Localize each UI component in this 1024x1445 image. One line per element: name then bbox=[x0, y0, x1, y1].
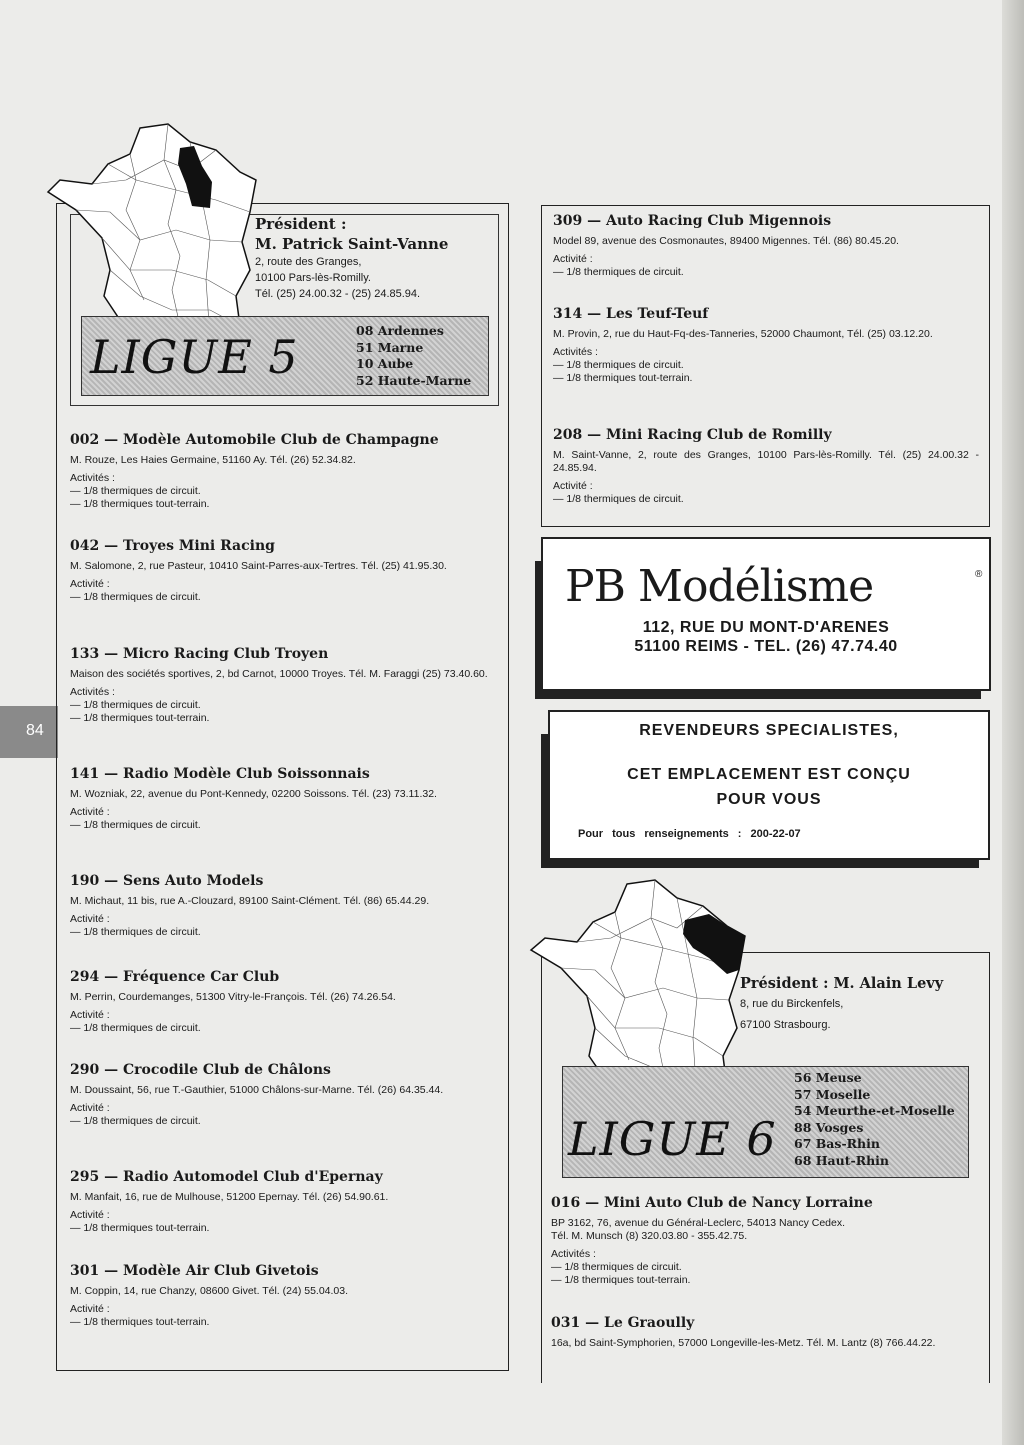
department-item: 10 Aube bbox=[356, 356, 414, 371]
ligue6-title: LIGUE 6 bbox=[568, 1112, 777, 1166]
club-heading: 141 — Radio Modèle Club Soissonnais bbox=[70, 766, 370, 782]
club-heading: 290 — Crocodile Club de Châlons bbox=[70, 1062, 331, 1078]
club-activity-label: Activités : bbox=[551, 1248, 596, 1260]
club-address: M. Michaut, 11 bis, rue A.-Clouzard, 89100 Saint-Clément. Tél. (86) 65.44.29. bbox=[70, 895, 430, 907]
club-activity: — 1/8 thermiques tout-terrain. bbox=[70, 498, 210, 510]
ligue5-address2: 10100 Pars-lès-Romilly. bbox=[255, 272, 371, 284]
department-item: 54 Meurthe-et-Moselle bbox=[794, 1103, 955, 1118]
club-heading: 190 — Sens Auto Models bbox=[70, 873, 264, 889]
revendeurs-line1: REVENDEURS SPECIALISTES, bbox=[639, 722, 899, 739]
ligue6-president-block bbox=[740, 974, 980, 1036]
ligue6-address2: 67100 Strasbourg. bbox=[740, 1019, 831, 1031]
club-entry bbox=[70, 538, 495, 604]
department-item: 88 Vosges bbox=[794, 1119, 864, 1135]
club-activity: — 1/8 thermiques de circuit. bbox=[553, 359, 684, 371]
pb-address: 112, RUE DU MONT-D'ARENES bbox=[642, 619, 890, 636]
club-activity-label: Activité : bbox=[553, 253, 593, 265]
club-entry bbox=[553, 213, 979, 279]
pb-modelisme-ad bbox=[541, 537, 991, 691]
ad-shadow bbox=[535, 561, 543, 691]
club-activity: — 1/8 thermiques de circuit. bbox=[70, 591, 201, 603]
pb-city-phone: 51100 REIMS - TEL. (26) 47.74.40 bbox=[634, 638, 898, 655]
club-entry bbox=[70, 969, 495, 1035]
club-entry bbox=[70, 766, 495, 832]
club-address: M. Rouze, Les Haies Germaine, 51160 Ay. Tél. (26) 52.34.82. bbox=[70, 454, 356, 466]
page-number-tab bbox=[0, 706, 58, 758]
club-activity-label: Activité : bbox=[70, 1009, 110, 1021]
club-heading: 294 — Fréquence Car Club bbox=[70, 969, 280, 985]
club-activity-label: Activités : bbox=[70, 472, 115, 484]
club-entry bbox=[70, 1263, 495, 1329]
ad-shadow bbox=[541, 860, 979, 868]
club-activity: — 1/8 thermiques de circuit. bbox=[70, 485, 201, 497]
club-activity-label: Activité : bbox=[553, 480, 593, 492]
ligue5-president-name: M. Patrick Saint-Vanne bbox=[255, 235, 449, 253]
club-heading: 208 — Mini Racing Club de Romilly bbox=[553, 427, 832, 443]
club-activity: — 1/8 thermiques tout-terrain. bbox=[70, 1316, 210, 1328]
revendeurs-contact: Pour tous renseignements : 200-22-07 bbox=[578, 828, 801, 840]
department-item: 56 Meuse bbox=[794, 1070, 862, 1085]
club-activity: — 1/8 thermiques de circuit. bbox=[70, 1115, 201, 1127]
department-item: 51 Marne bbox=[356, 339, 424, 355]
department-item: 68 Haut-Rhin bbox=[794, 1152, 890, 1168]
club-activity: — 1/8 thermiques tout-terrain. bbox=[553, 372, 693, 384]
club-address: 16a, bd Saint-Symphorien, 57000 Longeville-les-Metz. Tél. M. Lantz (8) 766.44.22. bbox=[551, 1337, 936, 1349]
club-phone: Tél. M. Munsch (8) 320.03.80 - 355.42.75. bbox=[551, 1230, 748, 1242]
club-entry bbox=[553, 306, 979, 385]
club-address: Model 89, avenue des Cosmonautes, 89400 Migennes. Tél. (86) 80.45.20. bbox=[553, 235, 899, 247]
club-address: M. Manfait, 16, rue de Mulhouse, 51200 Epernay. Tél. (26) 54.90.61. bbox=[70, 1191, 389, 1203]
club-activity-label: Activité : bbox=[70, 913, 110, 925]
club-activity: — 1/8 thermiques tout-terrain. bbox=[551, 1274, 691, 1286]
club-entry bbox=[553, 427, 979, 506]
department-item: 57 Moselle bbox=[794, 1086, 871, 1102]
club-activity: — 1/8 thermiques tout-terrain. bbox=[70, 1222, 210, 1234]
club-address: BP 3162, 76, avenue du Général-Leclerc, 54013 Nancy Cedex. bbox=[551, 1217, 845, 1229]
department-item: 67 Bas-Rhin bbox=[794, 1136, 880, 1151]
club-heading: 031 — Le Graoully bbox=[551, 1315, 695, 1331]
club-activity-label: Activités : bbox=[70, 686, 115, 698]
club-address: M. Saint-Vanne, 2, route des Granges, 10100 Pars-lès-Romilly. Tél. (25) 24.00.32 - 24.85.94. bbox=[553, 449, 979, 474]
ad-shadow bbox=[541, 734, 550, 860]
club-activity-label: Activité : bbox=[70, 1102, 110, 1114]
club-activity-label: Activité : bbox=[70, 1303, 110, 1315]
club-heading: 042 — Troyes Mini Racing bbox=[70, 538, 275, 554]
club-activity: — 1/8 thermiques de circuit. bbox=[553, 493, 684, 505]
ligue5-president-block bbox=[255, 214, 495, 324]
club-heading: 314 — Les Teuf-Teuf bbox=[553, 306, 709, 322]
club-heading: 301 — Modèle Air Club Givetois bbox=[70, 1263, 319, 1279]
club-heading: 133 — Micro Racing Club Troyen bbox=[70, 646, 329, 662]
ligue5-president-label: Président : bbox=[255, 215, 347, 233]
club-heading: 309 — Auto Racing Club Migennois bbox=[553, 213, 832, 229]
ligue5-title: LIGUE 5 bbox=[90, 330, 299, 384]
club-heading: 002 — Modèle Automobile Club de Champagne bbox=[70, 432, 439, 448]
revendeurs-line2: CET EMPLACEMENT EST CONÇU bbox=[627, 766, 911, 783]
department-item: 08 Ardennes bbox=[356, 323, 444, 338]
club-activity-label: Activité : bbox=[70, 806, 110, 818]
club-entry bbox=[551, 1195, 978, 1287]
ligue5-departments bbox=[356, 323, 471, 389]
club-address: M. Provin, 2, rue du Haut-Fq-des-Tanneries, 52000 Chaumont, Tél. (25) 03.12.20. bbox=[553, 328, 933, 340]
club-address: M. Doussaint, 56, rue T.-Gauthier, 51000 Châlons-sur-Marne. Tél. (26) 64.35.44. bbox=[70, 1084, 444, 1096]
club-address: M. Salomone, 2, rue Pasteur, 10410 Saint-Parres-aux-Tertres. Tél. (25) 41.95.30. bbox=[70, 560, 447, 572]
club-activity: — 1/8 thermiques de circuit. bbox=[70, 819, 201, 831]
club-activity-label: Activité : bbox=[70, 1209, 110, 1221]
club-heading: 016 — Mini Auto Club de Nancy Lorraine bbox=[551, 1195, 873, 1211]
club-activity-label: Activité : bbox=[70, 578, 110, 590]
ligue6-president: Président : M. Alain Levy bbox=[740, 975, 944, 992]
club-activity: — 1/8 thermiques de circuit. bbox=[553, 266, 684, 278]
pb-brand: PB Modélisme bbox=[565, 561, 874, 612]
revendeurs-line3: POUR VOUS bbox=[716, 791, 822, 808]
club-address: Maison des sociétés sportives, 2, bd Carnot, 10000 Troyes. Tél. M. Faraggi (25) 73.40.60. bbox=[70, 668, 488, 680]
club-address: M. Wozniak, 22, avenue du Pont-Kennedy, 02200 Soissons. Tél. (23) 73.11.32. bbox=[70, 788, 437, 800]
page-number: 84 bbox=[26, 722, 44, 739]
club-address: M. Perrin, Courdemanges, 51300 Vitry-le-François. Tél. (26) 74.26.54. bbox=[70, 991, 396, 1003]
ligue6-address1: 8, rue du Birckenfels, bbox=[740, 998, 844, 1010]
club-address: M. Coppin, 14, rue Chanzy, 08600 Givet. Tél. (24) 55.04.03. bbox=[70, 1285, 349, 1297]
ligue5-phone: Tél. (25) 24.00.32 - (25) 24.85.94. bbox=[255, 288, 421, 300]
department-item: 52 Haute-Marne bbox=[356, 372, 472, 388]
club-activity: — 1/8 thermiques de circuit. bbox=[70, 699, 201, 711]
ligue6-departments bbox=[794, 1070, 955, 1169]
club-entry bbox=[70, 1062, 495, 1128]
ad-shadow bbox=[535, 691, 981, 699]
club-entry bbox=[551, 1315, 978, 1350]
club-activity-label: Activités : bbox=[553, 346, 598, 358]
club-activity: — 1/8 thermiques de circuit. bbox=[70, 926, 201, 938]
club-entry bbox=[70, 432, 495, 511]
registered-mark: ® bbox=[975, 569, 983, 580]
club-activity: — 1/8 thermiques tout-terrain. bbox=[70, 712, 210, 724]
club-entry bbox=[70, 1169, 495, 1235]
club-entry bbox=[70, 873, 495, 939]
ligue5-address1: 2, route des Granges, bbox=[255, 256, 362, 268]
revendeurs-ad bbox=[548, 710, 990, 860]
club-entry bbox=[70, 646, 495, 725]
page-edge bbox=[1002, 0, 1024, 1445]
club-activity: — 1/8 thermiques de circuit. bbox=[70, 1022, 201, 1034]
club-heading: 295 — Radio Automodel Club d'Epernay bbox=[70, 1169, 383, 1185]
club-activity: — 1/8 thermiques de circuit. bbox=[551, 1261, 682, 1273]
